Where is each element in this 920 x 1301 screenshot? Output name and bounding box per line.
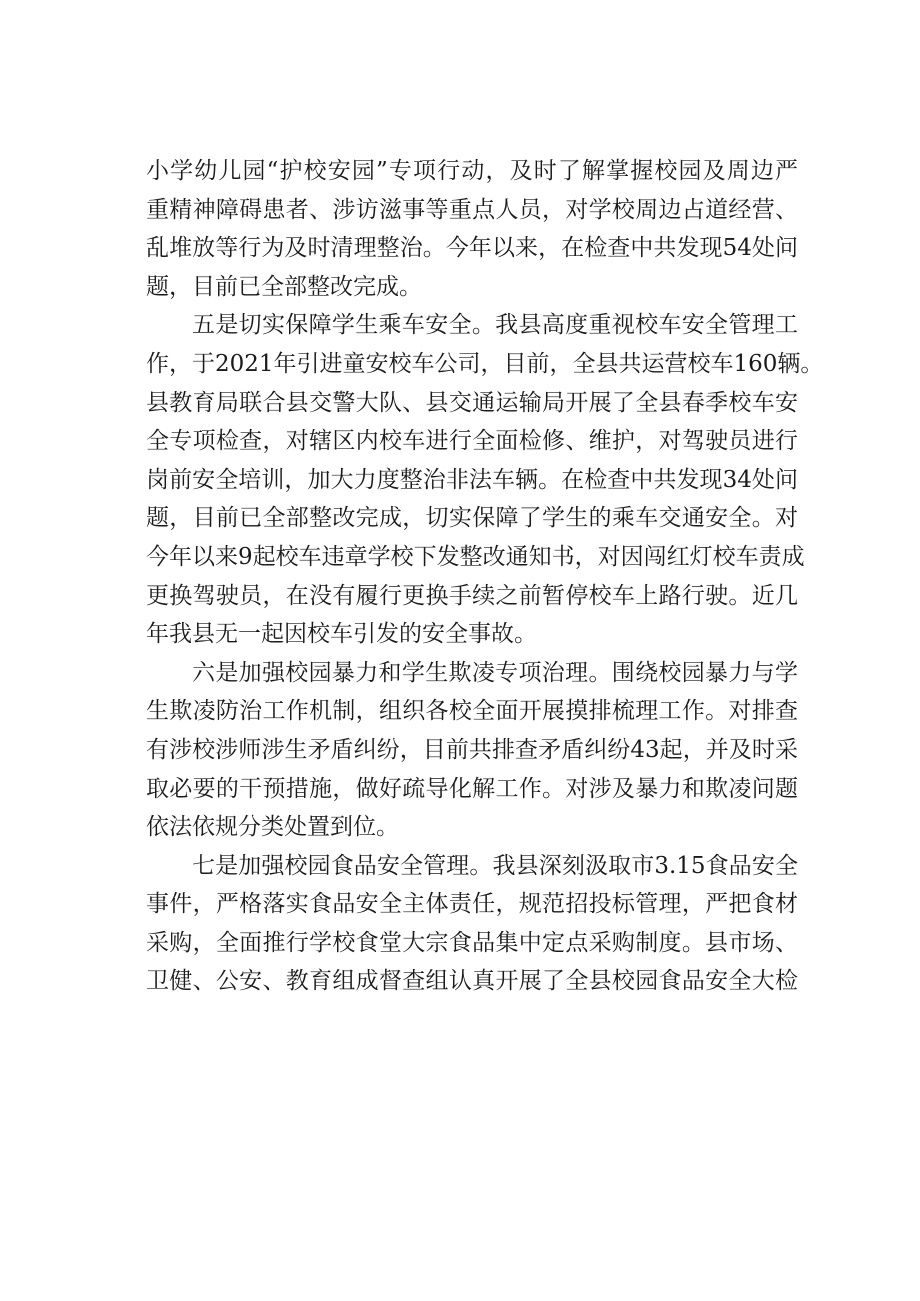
text-line: 七是加强校园食品安全管理。我县深刻汲取市3.15食品安全 [192, 852, 798, 879]
paragraph-food-safety [146, 847, 798, 1001]
paragraph-bullying-prevention [146, 654, 798, 847]
text-line: 采购，全面推行学校食堂大宗食品集中定点采购制度。县市场、 [146, 929, 798, 956]
text-line: 卫健、公安、教育组成督查组认真开展了全县校园食品安全大检 [146, 968, 798, 995]
text-line: 生欺凌防治工作机制，组织各校全面开展摸排梳理工作。对排查 [146, 698, 798, 725]
text-line: 题，目前已全部整改完成，切实保障了学生的乘车交通安全。对 [146, 505, 798, 532]
text-line: 六是加强校园暴力和学生欺凌专项治理。围绕校园暴力与学 [192, 659, 798, 686]
text-line: 题，目前已全部整改完成。 [146, 273, 422, 300]
text-line: 依法依规分类处置到位。 [146, 814, 399, 841]
text-line: 五是切实保障学生乘车安全。我县高度重视校车安全管理工 [192, 312, 798, 339]
text-line: 县教育局联合县交警大队、县交通运输局开展了全县春季校车安 [146, 389, 798, 416]
text-line: 事件，严格落实食品安全主体责任，规范招投标管理，严把食材 [146, 891, 798, 918]
text-line: 岗前安全培训，加大力度整治非法车辆。在检查中共发现34处问 [146, 466, 798, 493]
document-body [146, 152, 824, 1001]
paragraph-campus-safety-continued [146, 152, 798, 306]
text-line: 小学幼儿园“护校安园”专项行动，及时了解掌握校园及周边严 [146, 158, 798, 184]
text-line: 全专项检查，对辖区内校车进行全面检修、维护，对驾驶员进行 [146, 428, 798, 455]
text-line: 更换驾驶员，在没有履行更换手续之前暂停校车上路行驶。近几 [146, 582, 798, 609]
text-line: 乱堆放等行为及时清理整治。今年以来，在检查中共发现54处问 [146, 235, 798, 262]
text-line: 作，于2021年引进童安校车公司，目前，全县共运营校车160辆。 [146, 350, 824, 377]
text-line: 今年以来9起校车违章学校下发整改通知书，对因闯红灯校车责成 [146, 543, 805, 570]
text-line: 重精神障碍患者、涉访滋事等重点人员，对学校周边占道经营、 [146, 196, 798, 223]
paragraph-school-bus-safety [146, 306, 824, 653]
text-line: 取必要的干预措施，做好疏导化解工作。对涉及暴力和欺凌问题 [146, 775, 798, 802]
text-line: 年我县无一起因校车引发的安全事故。 [146, 621, 537, 648]
text-line: 有涉校涉师涉生矛盾纠纷，目前共排查矛盾纠纷43起，并及时采 [146, 736, 798, 763]
